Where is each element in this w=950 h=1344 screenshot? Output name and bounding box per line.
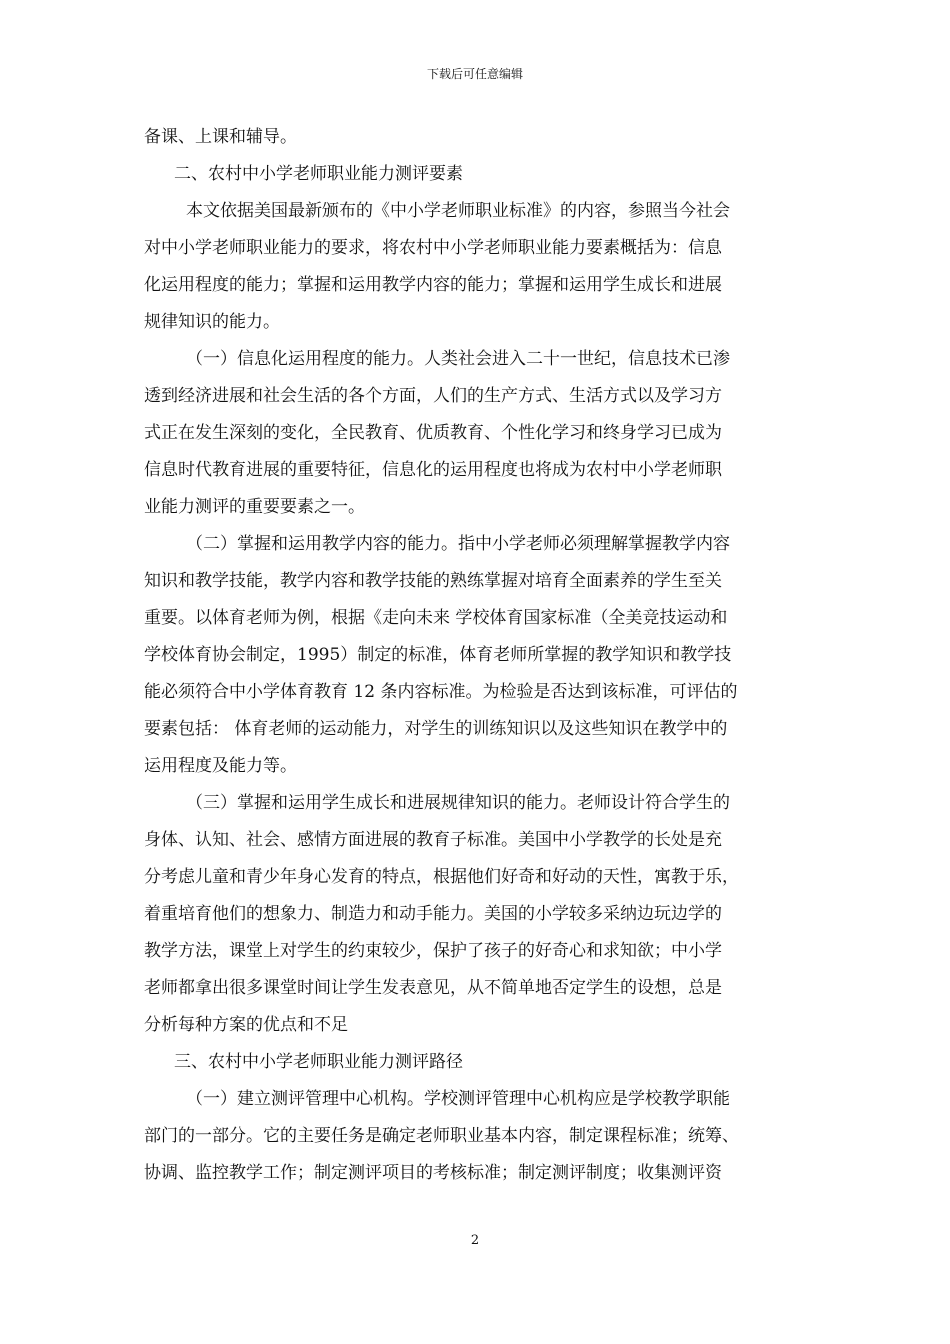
text-line: （一）信息化运用程度的能力。人类社会进入二十一世纪，信息技术已渗 — [186, 349, 730, 369]
text-line: 知识和教学技能，教学内容和教学技能的熟练掌握对培育全面素养的学生至关 — [144, 571, 722, 591]
text-line: 三、农村中小学老师职业能力测评路径 — [174, 1052, 463, 1072]
text-line: 分考虑儿童和青少年身心发育的特点，根据他们好奇和好动的天性，寓教于乐， — [144, 867, 739, 887]
page-number: 2 — [470, 1233, 480, 1248]
text-line: 学校体育协会制定，1995）制定的标准，体育老师所掌握的教学知识和教学技 — [144, 645, 732, 665]
text-line: 能必须符合中小学体育教育 12 条内容标准。为检验是否达到该标准，可评估的 — [144, 682, 738, 702]
text-line: 部门的一部分。它的主要任务是确定老师职业基本内容，制定课程标准；统筹、 — [144, 1126, 739, 1146]
text-line: 要素包括： 体育老师的运动能力，对学生的训练知识以及这些知识在教学中的 — [144, 719, 728, 739]
text-line: 老师都拿出很多课堂时间让学生发表意见，从不简单地否定学生的设想，总是 — [144, 978, 722, 998]
text-line: 透到经济进展和社会生活的各个方面，人们的生产方式、生活方式以及学习方 — [144, 386, 722, 406]
document-body — [144, 119, 814, 1192]
text-line: 重要。以体育老师为例，根据《走向未来 学校体育国家标准（全美竞技运动和 — [144, 608, 728, 628]
text-line: 身体、认知、社会、感情方面进展的教育子标准。美国中小学教学的长处是充 — [144, 830, 722, 850]
text-line: 业能力测评的重要要素之一。 — [144, 497, 365, 517]
text-line: （三）掌握和运用学生成长和进展规律知识的能力。老师设计符合学生的 — [186, 793, 730, 813]
text-line: 分析每种方案的优点和不足 — [144, 1015, 348, 1035]
text-line: 对中小学老师职业能力的要求，将农村中小学老师职业能力要素概括为：信息 — [144, 238, 722, 258]
text-line: 规律知识的能力。 — [144, 312, 280, 332]
text-line: 着重培育他们的想象力、制造力和动手能力。美国的小学较多采纳边玩边学的 — [144, 904, 722, 924]
page-header: 下载后可任意编辑 — [426, 67, 523, 81]
text-line: 协调、监控教学工作；制定测评项目的考核标准；制定测评制度；收集测评资 — [144, 1163, 722, 1183]
text-line: 式正在发生深刻的变化，全民教育、优质教育、个性化学习和终身学习已成为 — [144, 423, 722, 443]
text-line: 二、农村中小学老师职业能力测评要素 — [174, 164, 463, 184]
text-line: （二）掌握和运用教学内容的能力。指中小学老师必须理解掌握教学内容 — [186, 534, 730, 554]
text-line: 备课、上课和辅导。 — [144, 127, 297, 147]
text-line: 信息时代教育进展的重要特征，信息化的运用程度也将成为农村中小学老师职 — [144, 460, 722, 480]
text-line: 教学方法，课堂上对学生的约束较少，保护了孩子的好奇心和求知欲；中小学 — [144, 941, 722, 961]
text-line: 本文依据美国最新颁布的《中小学老师职业标准》的内容，参照当今社会 — [186, 201, 730, 221]
text-line: 运用程度及能力等。 — [144, 756, 297, 776]
text-line: （一）建立测评管理中心机构。学校测评管理中心机构应是学校教学职能 — [186, 1089, 730, 1109]
text-line: 化运用程度的能力；掌握和运用教学内容的能力；掌握和运用学生成长和进展 — [144, 275, 722, 295]
